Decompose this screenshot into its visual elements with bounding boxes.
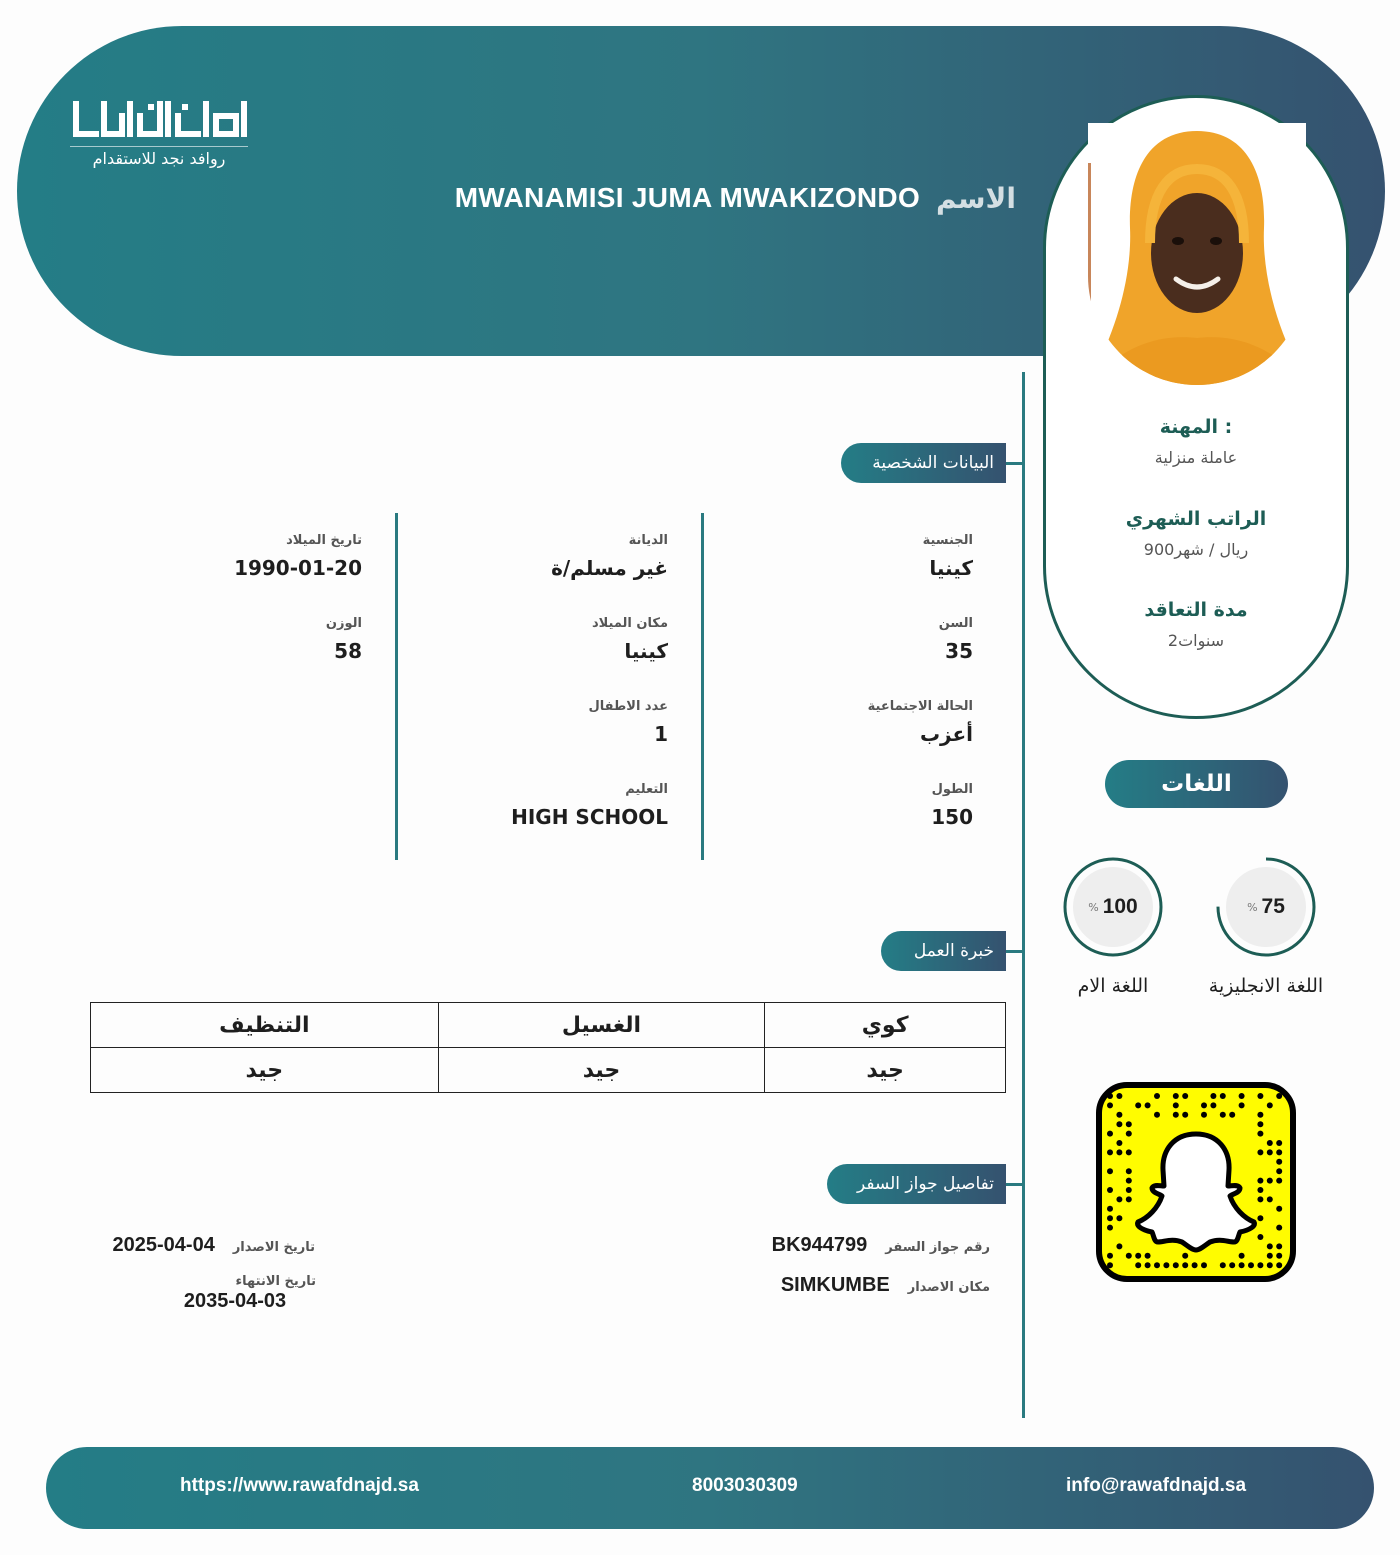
field-value: غير مسلم/ة (551, 556, 668, 580)
field-height (703, 782, 973, 865)
field-label: تاريخ الميلاد (286, 533, 362, 548)
personal-col-1 (703, 533, 973, 865)
snapcode-dot (1276, 1168, 1282, 1174)
passport-place-row (781, 1274, 990, 1297)
snapcode-dot (1239, 1102, 1245, 1108)
column-divider (395, 513, 398, 860)
field-education (398, 782, 668, 865)
snapcode-dot (1116, 1215, 1122, 1221)
field-value: HIGH SCHOOL (511, 805, 668, 829)
snapcode-dot (1107, 1131, 1113, 1137)
snapcode-dot (1126, 1187, 1132, 1193)
gauge-value: 100 (1102, 895, 1138, 918)
table-cell: جيد (765, 1048, 1006, 1093)
native-gauge (1061, 855, 1165, 959)
field-marital-status (703, 699, 973, 782)
snapcode-dot (1192, 1262, 1198, 1268)
pill-connector (1006, 950, 1024, 953)
pill-connector (1006, 462, 1024, 465)
brand-logo (70, 96, 250, 171)
snapcode-dot (1267, 1243, 1273, 1249)
name-label: الاسم (936, 181, 1016, 215)
snapcode-dot (1126, 1149, 1132, 1155)
footer-phone[interactable]: 8003030309 (692, 1475, 798, 1496)
snapcode-dot (1257, 1196, 1263, 1202)
snapcode-dot (1107, 1102, 1113, 1108)
snapcode-dot (1173, 1262, 1179, 1268)
field-label: مكان الميلاد (591, 616, 668, 631)
snapcode-dot (1201, 1262, 1207, 1268)
table-header-cell: كوي (765, 1003, 1006, 1048)
field-birth-date (92, 533, 362, 616)
snapcode-dot (1173, 1093, 1179, 1099)
snapcode-dot (1257, 1187, 1263, 1193)
gauge-center (1226, 867, 1306, 947)
field-value: 35 (945, 639, 973, 663)
field-label: السن (938, 616, 973, 631)
vertical-divider (1022, 372, 1025, 1418)
snapcode-dot (1276, 1149, 1282, 1155)
snapcode-dot (1229, 1112, 1235, 1118)
profession-value: عاملة منزلية (1154, 448, 1238, 467)
native-label: اللغة الام (1077, 975, 1149, 997)
logo-mark-icon (70, 96, 250, 142)
gauge-value: 75 (1261, 895, 1285, 918)
snapcode-dot (1116, 1149, 1122, 1155)
logo-text: روافد نجد للاستقدام (70, 146, 248, 168)
snapcode-dot (1116, 1140, 1122, 1146)
field-birth-place (398, 616, 668, 699)
field-age (703, 616, 973, 699)
snapcode-dot (1135, 1102, 1141, 1108)
field-value: 1 (654, 722, 668, 746)
field-label: الوزن (325, 616, 362, 631)
passport-issue-label: تاريخ الاصدار (232, 1240, 315, 1255)
snapcode-dot (1257, 1178, 1263, 1184)
snapcode-dot (1173, 1112, 1179, 1118)
snapcode-dot (1257, 1262, 1263, 1268)
snapcode-dot (1107, 1187, 1113, 1193)
footer-website-link[interactable]: https://www.rawafdnajd.sa (180, 1475, 419, 1496)
field-weight (92, 616, 362, 699)
section-passport: تفاصيل جواز السفر (827, 1164, 1006, 1204)
snapcode-dot (1210, 1093, 1216, 1099)
snapcode-dot (1276, 1159, 1282, 1165)
snapcode-dot (1126, 1253, 1132, 1259)
snapcode-dot (1107, 1253, 1113, 1259)
snapcode-dot (1276, 1253, 1282, 1259)
snapcode-dot (1276, 1140, 1282, 1146)
personal-col-2 (398, 533, 668, 865)
snapcode-dot (1267, 1149, 1273, 1155)
field-value: كينيا (929, 556, 973, 580)
field-value: 150 (931, 805, 973, 829)
snapcode-dot (1154, 1093, 1160, 1099)
snapcode-dot (1276, 1243, 1282, 1249)
snapcode-dot (1182, 1112, 1188, 1118)
snapcode-dot (1116, 1121, 1122, 1127)
snapcode-dot (1107, 1149, 1113, 1155)
snapcode-dot (1220, 1112, 1226, 1118)
field-label: الديانة (628, 533, 668, 548)
snapcode-dot (1126, 1121, 1132, 1127)
field-value: 1990-01-20 (234, 556, 362, 580)
gauge-unit: % (1247, 900, 1258, 914)
worker-photo (1088, 123, 1306, 385)
snapcode-dot (1276, 1262, 1282, 1268)
field-religion (398, 533, 668, 616)
snapcode[interactable] (1096, 1082, 1296, 1282)
name-row (455, 178, 1016, 218)
snapcode-dot (1267, 1196, 1273, 1202)
snapcode-dot (1107, 1206, 1113, 1212)
snapcode-dot (1257, 1215, 1263, 1221)
snapcode-dot (1145, 1102, 1151, 1108)
snapcode-dot (1126, 1178, 1132, 1184)
portrait-image (1088, 123, 1306, 385)
snapcode-dot (1135, 1253, 1141, 1259)
snapcode-dot (1116, 1093, 1122, 1099)
snapcode-dot (1257, 1121, 1263, 1127)
snapcode-dot (1267, 1178, 1273, 1184)
profession-label: المهنة : (1159, 416, 1233, 438)
passport-place-label: مكان الاصدار (907, 1280, 990, 1295)
snapcode-dot (1276, 1093, 1282, 1099)
snapcode-dot (1239, 1262, 1245, 1268)
field-children (398, 699, 668, 782)
contract-label: مدة التعاقد (1144, 599, 1248, 621)
snapcode-dot (1248, 1262, 1254, 1268)
table-header-cell: التنظيف (91, 1003, 439, 1048)
snapcode-dot (1257, 1093, 1263, 1099)
column-divider (701, 513, 704, 860)
field-label: التعليم (625, 782, 668, 797)
pill-connector (1006, 1183, 1024, 1186)
snapcode-dot (1267, 1253, 1273, 1259)
gauge-unit: % (1088, 900, 1099, 914)
table-cell: جيد (91, 1048, 439, 1093)
snapcode-dot (1126, 1196, 1132, 1202)
field-nationality (703, 533, 973, 616)
english-label: اللغة الانجليزية (1208, 975, 1324, 997)
gauge-center (1073, 867, 1153, 947)
snapcode-dot (1135, 1262, 1141, 1268)
salary-label: الراتب الشهري (1125, 508, 1267, 530)
contract-value: 2سنوات (1167, 631, 1225, 650)
snapcode-dot (1107, 1093, 1113, 1099)
snapcode-dot (1257, 1149, 1263, 1155)
field-label: عدد الاطفال (588, 699, 668, 714)
snapcode-dot (1229, 1262, 1235, 1268)
snapcode-dot (1276, 1178, 1282, 1184)
passport-expiry-value-wrap (130, 1290, 340, 1313)
snapcode-dot (1276, 1225, 1282, 1231)
profession-block (1046, 416, 1346, 467)
field-value: 58 (334, 639, 362, 663)
snapcode-dot (1201, 1112, 1207, 1118)
snapcode-dot (1154, 1262, 1160, 1268)
snapcode-dot (1257, 1131, 1263, 1137)
snapcode-dot (1257, 1112, 1263, 1118)
snapcode-dot (1163, 1262, 1169, 1268)
passport-issue-value: 2025-04-04 (112, 1234, 215, 1256)
snapcode-dot (1239, 1253, 1245, 1259)
worker-name: MWANAMISI JUMA MWAKIZONDO (454, 182, 921, 213)
contract-block (1046, 599, 1346, 650)
snapcode-dot (1182, 1253, 1188, 1259)
snapcode-dot (1267, 1262, 1273, 1268)
personal-col-3 (92, 533, 362, 699)
passport-number-label: رقم جواز السفر (885, 1240, 990, 1255)
section-personal: البيانات الشخصية (841, 443, 1006, 483)
passport-place-value: SIMKUMBE (780, 1274, 890, 1296)
snapcode-dot (1107, 1215, 1113, 1221)
field-label: الجنسية (922, 533, 973, 548)
snapcode-dot (1107, 1225, 1113, 1231)
field-label: الحالة الاجتماعية (867, 699, 973, 714)
snapcode-dot (1126, 1168, 1132, 1174)
table-cell: جيد (438, 1048, 765, 1093)
languages-title: اللغات (1105, 760, 1288, 808)
snapcode-dot (1107, 1262, 1113, 1268)
snapcode-dot (1220, 1093, 1226, 1099)
field-value: كينيا (624, 639, 668, 663)
snapcode-dot (1220, 1262, 1226, 1268)
field-label: الطول (931, 782, 973, 797)
snapcode-dot (1267, 1140, 1273, 1146)
snapcode-dot (1182, 1262, 1188, 1268)
snapcode-dot (1126, 1131, 1132, 1137)
salary-block (1046, 508, 1346, 559)
snapcode-dot (1210, 1102, 1216, 1108)
passport-number-value: BK944799 (771, 1234, 868, 1256)
table-row (91, 1003, 1006, 1048)
footer-bar (46, 1447, 1374, 1529)
snapcode-dot (1201, 1102, 1207, 1108)
footer-email-link[interactable]: info@rawafdnajd.sa (1066, 1475, 1247, 1496)
passport-number-row (772, 1234, 990, 1257)
snapcode-dot (1107, 1168, 1113, 1174)
snapcode-dot (1239, 1093, 1245, 1099)
passport-issue-row (113, 1234, 315, 1257)
field-value: أعزب (919, 722, 973, 746)
table-row (91, 1048, 1006, 1093)
snapcode-dot (1276, 1206, 1282, 1212)
snapcode-dot (1116, 1243, 1122, 1249)
profile-card (1043, 95, 1349, 719)
snapcode-dot (1257, 1234, 1263, 1240)
passport-expiry-label: تاريخ الانتهاء (235, 1274, 316, 1289)
snapcode-dot (1145, 1253, 1151, 1259)
experience-table (90, 1002, 1006, 1093)
table-header-cell: الغسيل (438, 1003, 765, 1048)
snapchat-ghost-icon (1096, 1082, 1296, 1282)
snapcode-dot (1182, 1093, 1188, 1099)
snapcode-dot (1267, 1102, 1273, 1108)
salary-value: 900ريال / شهر (1143, 540, 1249, 559)
snapcode-dot (1116, 1196, 1122, 1202)
snapcode-dot (1116, 1112, 1122, 1118)
english-gauge (1214, 855, 1318, 959)
snapcode-dot (1173, 1102, 1179, 1108)
snapcode-dot (1145, 1262, 1151, 1268)
snapcode-dot (1154, 1112, 1160, 1118)
passport-expiry-value: 2035-04-03 (183, 1290, 287, 1312)
passport-expiry-block (150, 1274, 316, 1289)
section-experience: خبرة العمل (881, 931, 1006, 971)
